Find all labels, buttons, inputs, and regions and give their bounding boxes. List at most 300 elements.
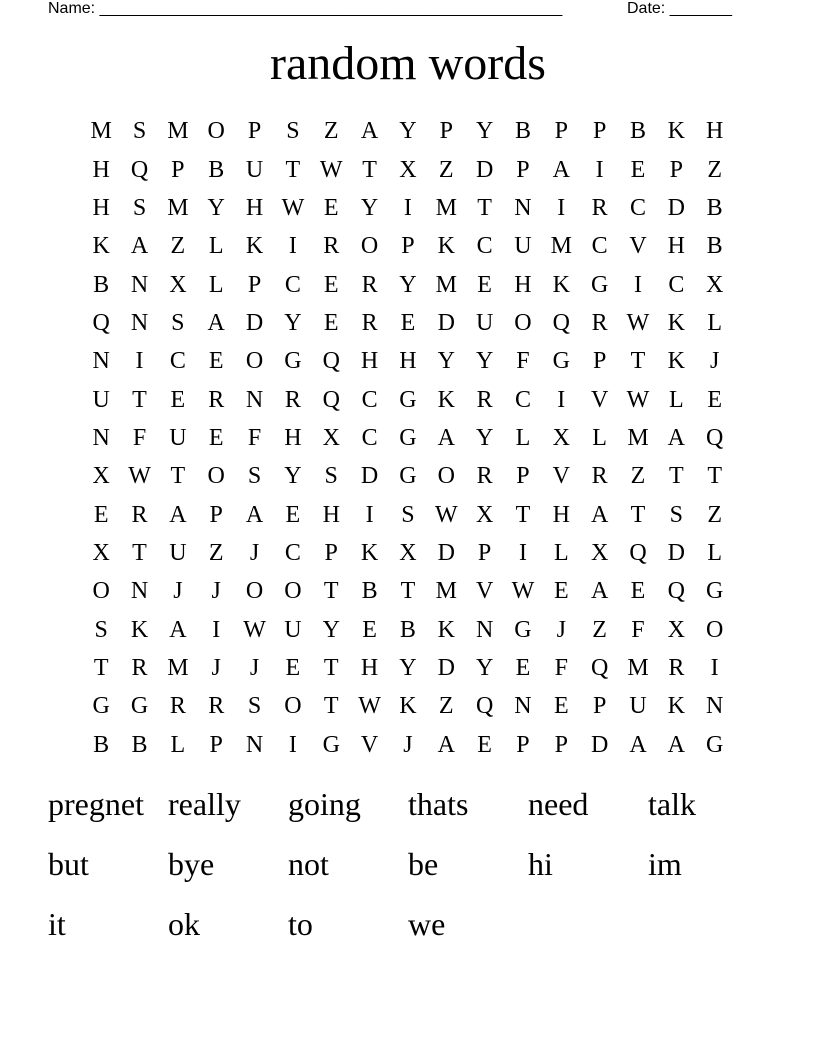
grid-cell: S — [324, 463, 338, 490]
grid-cell: B — [399, 616, 416, 643]
grid-cell: S — [171, 309, 185, 336]
grid-cell: O — [706, 616, 724, 643]
grid-cell: L — [208, 271, 224, 298]
grid-cell: B — [706, 233, 723, 260]
grid-cell: Q — [629, 539, 647, 566]
grid-cell: L — [592, 424, 607, 451]
grid-cell: B — [629, 118, 646, 145]
grid-row — [82, 189, 734, 227]
grid-cell: G — [552, 348, 570, 375]
word-list-item: hi — [528, 846, 553, 882]
grid-cell: P — [554, 118, 568, 145]
grid-cell: Z — [438, 693, 454, 720]
grid-cell: D — [475, 156, 494, 183]
grid-cell: O — [245, 578, 264, 605]
grid-cell: O — [284, 578, 302, 605]
grid-cell: I — [518, 539, 527, 566]
grid-cell: A — [552, 156, 570, 183]
grid-cell: A — [667, 424, 685, 451]
grid-cell: M — [435, 271, 457, 298]
grid-cell: Q — [322, 386, 340, 413]
grid-row — [82, 572, 734, 610]
word-list-item: ok — [168, 906, 200, 942]
grid-cell: R — [169, 693, 186, 720]
grid-cell: O — [207, 118, 225, 145]
grid-cell: Z — [592, 616, 607, 643]
grid-cell: P — [247, 271, 262, 298]
grid-row — [82, 495, 734, 533]
grid-cell: R — [208, 693, 225, 720]
word-list-item: it — [48, 906, 66, 942]
grid-cell: S — [286, 118, 300, 145]
grid-cell: Q — [552, 309, 570, 336]
grid-cell: W — [434, 501, 458, 528]
grid-cell: Y — [360, 194, 379, 221]
grid-cell: V — [590, 386, 609, 413]
grid-cell: N — [514, 693, 532, 720]
name-field-label: Name: ____________________________________________________ — [48, 0, 563, 17]
grid-cell: V — [360, 731, 379, 758]
grid-cell: K — [360, 539, 379, 566]
grid-cell: G — [706, 731, 724, 758]
grid-cell: G — [590, 271, 609, 298]
grid-cell: T — [132, 386, 147, 413]
grid-cell: N — [92, 348, 110, 375]
grid-cell: L — [707, 309, 722, 336]
grid-cell: I — [288, 731, 297, 758]
grid-cell: H — [667, 233, 685, 260]
grid-cell: H — [245, 194, 264, 221]
grid-cell: E — [553, 693, 569, 720]
grid-cell: P — [592, 118, 607, 145]
grid-cell: Q — [130, 156, 149, 183]
grid-cell: H — [92, 194, 110, 221]
grid-cell: E — [400, 309, 416, 336]
puzzle-title: random words — [270, 37, 546, 90]
grid-cell: V — [629, 233, 647, 260]
grid-cell: W — [626, 386, 650, 413]
grid-cell: N — [245, 386, 264, 413]
word-list-item: be — [408, 846, 439, 882]
grid-cell: N — [475, 616, 494, 643]
grid-cell: M — [167, 194, 189, 221]
grid-cell: P — [592, 348, 607, 375]
word-list-item: im — [648, 846, 682, 882]
grid-cell: P — [247, 118, 262, 145]
grid-cell: Y — [475, 118, 494, 145]
word-list-item: bye — [168, 846, 215, 882]
grid-cell: F — [132, 424, 147, 451]
grid-cell: W — [243, 616, 266, 643]
grid-cell: O — [92, 578, 110, 605]
grid-cell: X — [667, 616, 685, 643]
grid-cell: T — [132, 539, 147, 566]
grid-cell: B — [131, 731, 148, 758]
grid-cell: O — [514, 309, 532, 336]
grid-cell: B — [93, 731, 110, 758]
grid-row — [82, 342, 734, 380]
grid-cell: N — [514, 194, 532, 221]
grid-cell: Y — [284, 309, 302, 336]
grid-cell: R — [476, 463, 493, 490]
grid-cell: X — [399, 156, 417, 183]
grid-cell: B — [706, 194, 723, 221]
grid-cell: T — [323, 578, 339, 605]
grid-cell: J — [211, 654, 221, 681]
grid-cell: F — [247, 424, 262, 451]
grid-cell: S — [247, 693, 262, 720]
grid-cell: V — [475, 578, 494, 605]
grid-cell: Y — [399, 654, 417, 681]
grid-cell: H — [322, 501, 340, 528]
grid-cell: X — [399, 539, 417, 566]
grid-cell: T — [170, 463, 186, 490]
grid-cell: B — [93, 271, 110, 298]
grid-cell: N — [130, 309, 149, 336]
grid-cell: K — [130, 616, 149, 643]
grid-cell: Q — [475, 693, 494, 720]
grid-cell: A — [207, 309, 225, 336]
grid-cell: Q — [590, 654, 609, 681]
grid-cell: T — [630, 501, 646, 528]
grid-cell: E — [553, 578, 569, 605]
grid-cell: C — [284, 539, 301, 566]
grid-cell: A — [437, 424, 455, 451]
grid-cell: H — [92, 156, 110, 183]
grid-cell: P — [477, 539, 492, 566]
grid-cell: G — [130, 693, 149, 720]
grid-cell: Y — [475, 654, 494, 681]
grid-cell: G — [514, 616, 532, 643]
grid-cell: C — [629, 194, 646, 221]
grid-cell: T — [668, 463, 684, 490]
grid-cell: K — [399, 693, 417, 720]
grid-cell: Z — [323, 118, 339, 145]
grid-cell: O — [360, 233, 379, 260]
grid-cell: S — [247, 463, 262, 490]
word-list-item: need — [528, 786, 589, 822]
grid-cell: E — [285, 501, 301, 528]
grid-cell: X — [92, 463, 110, 490]
grid-cell: E — [630, 578, 646, 605]
grid-cell: W — [626, 309, 650, 336]
grid-cell: G — [284, 348, 302, 375]
grid-cell: F — [631, 616, 645, 643]
grid-cell: T — [515, 501, 531, 528]
grid-cell: G — [399, 386, 417, 413]
grid-cell: E — [707, 386, 722, 413]
grid-cell: P — [324, 539, 338, 566]
grid-cell: X — [552, 424, 570, 451]
grid-cell: X — [706, 271, 724, 298]
grid-cell: Y — [399, 271, 417, 298]
grid-cell: E — [477, 731, 492, 758]
grid-cell: Q — [92, 309, 110, 336]
grid-cell: T — [93, 654, 109, 681]
grid-cell: I — [288, 233, 297, 260]
grid-cell: M — [90, 118, 112, 145]
grid-cell: R — [361, 309, 378, 336]
grid-cell: H — [399, 348, 417, 375]
grid-cell: B — [514, 118, 531, 145]
grid-cell: E — [515, 654, 531, 681]
grid-cell: N — [92, 424, 110, 451]
grid-cell: Y — [284, 463, 302, 490]
grid-cell: R — [591, 194, 608, 221]
grid-cell: I — [212, 616, 221, 643]
grid-cell: I — [135, 348, 144, 375]
grid-cell: D — [245, 309, 264, 336]
grid-cell: Q — [322, 348, 340, 375]
grid-cell: L — [553, 539, 569, 566]
grid-cell: G — [322, 731, 340, 758]
grid-cell: W — [281, 194, 305, 221]
word-list-item: not — [288, 846, 329, 882]
grid-cell: U — [169, 424, 187, 451]
grid-cell: A — [245, 501, 264, 528]
grid-cell: C — [361, 424, 378, 451]
grid-cell: O — [245, 348, 264, 375]
grid-cell: U — [169, 539, 187, 566]
grid-row — [82, 304, 734, 342]
grid-cell: W — [128, 463, 151, 490]
grid-cell: O — [207, 463, 225, 490]
grid-cell: D — [437, 654, 455, 681]
grid-cell: F — [554, 654, 568, 681]
grid-cell: H — [360, 654, 379, 681]
grid-cell: A — [130, 233, 149, 260]
grid-cell: P — [171, 156, 185, 183]
grid-cell: G — [399, 463, 417, 490]
grid-cell: K — [437, 233, 455, 260]
word-list-item: thats — [408, 786, 469, 822]
grid-cell: S — [669, 501, 683, 528]
grid-cell: J — [710, 348, 720, 375]
grid-cell: Z — [208, 539, 224, 566]
grid-cell: D — [360, 463, 379, 490]
grid-cell: M — [167, 654, 189, 681]
grid-cell: L — [208, 233, 224, 260]
grid-row — [82, 380, 734, 418]
grid-cell: X — [92, 539, 110, 566]
grid-cell: E — [323, 194, 339, 221]
date-field-label: Date: _______ — [627, 0, 732, 17]
grid-cell: L — [170, 731, 186, 758]
grid-cell: I — [403, 194, 412, 221]
grid-cell: T — [285, 156, 301, 183]
grid-cell: Z — [438, 156, 454, 183]
grid-cell: E — [477, 271, 492, 298]
grid-cell: B — [208, 156, 225, 183]
grid-cell: X — [169, 271, 187, 298]
grid-row — [82, 419, 734, 457]
grid-cell: P — [516, 156, 530, 183]
grid-cell: E — [323, 271, 339, 298]
grid-cell: A — [667, 731, 685, 758]
grid-cell: U — [92, 386, 110, 413]
grid-cell: E — [362, 616, 377, 643]
grid-cell: U — [284, 616, 302, 643]
grid-cell: M — [627, 424, 649, 451]
grid-cell: Q — [706, 424, 724, 451]
word-list-item: pregnet — [48, 786, 144, 822]
grid-cell: Y — [399, 118, 417, 145]
grid-cell: P — [439, 118, 453, 145]
grid-cell: H — [284, 424, 302, 451]
grid-cell: X — [590, 539, 609, 566]
grid-cell: O — [437, 463, 455, 490]
grid-cell: A — [360, 118, 379, 145]
grid-cell: E — [208, 348, 224, 375]
grid-cell: M — [167, 118, 189, 145]
grid-row — [82, 227, 734, 265]
grid-cell: I — [710, 654, 719, 681]
grid-cell: C — [284, 271, 301, 298]
grid-cell: Y — [437, 348, 455, 375]
grid-cell: X — [322, 424, 340, 451]
grid-cell: W — [511, 578, 535, 605]
grid-cell: V — [552, 463, 570, 490]
grid-cell: A — [629, 731, 647, 758]
grid-cell: S — [94, 616, 108, 643]
grid-cell: K — [667, 348, 685, 375]
grid-cell: S — [132, 194, 147, 221]
grid-cell: J — [249, 654, 260, 681]
word-list-item: we — [408, 906, 446, 942]
grid-cell: M — [435, 194, 457, 221]
letter-grid — [82, 112, 734, 764]
grid-cell: N — [706, 693, 724, 720]
grid-cell: T — [362, 156, 377, 183]
grid-cell: O — [284, 693, 302, 720]
grid-cell: J — [173, 578, 183, 605]
grid-cell: B — [361, 578, 378, 605]
grid-cell: Z — [170, 233, 186, 260]
grid-cell: D — [667, 194, 685, 221]
grid-cell: U — [514, 233, 532, 260]
grid-cell: Y — [475, 348, 494, 375]
word-list-item: but — [48, 846, 89, 882]
grid-row — [82, 457, 734, 495]
grid-cell: T — [323, 654, 339, 681]
grid-cell: M — [550, 233, 572, 260]
grid-cell: G — [399, 424, 417, 451]
word-list — [48, 780, 768, 960]
grid-cell: I — [557, 386, 566, 413]
grid-cell: T — [630, 348, 646, 375]
grid-cell: C — [514, 386, 531, 413]
grid-cell: K — [437, 616, 455, 643]
grid-row — [82, 610, 734, 648]
grid-cell: G — [706, 578, 724, 605]
grid-cell: R — [591, 463, 608, 490]
grid-cell: J — [249, 539, 260, 566]
grid-cell: C — [591, 233, 608, 260]
grid-cell: N — [245, 731, 264, 758]
grid-cell: U — [245, 156, 264, 183]
grid-cell: P — [669, 156, 683, 183]
grid-cell: Z — [707, 501, 722, 528]
grid-cell: E — [170, 386, 186, 413]
grid-cell: H — [514, 271, 532, 298]
grid-cell: M — [627, 654, 649, 681]
grid-cell: M — [435, 578, 457, 605]
grid-cell: N — [130, 578, 149, 605]
grid-cell: U — [475, 309, 494, 336]
grid-cell: A — [169, 616, 187, 643]
grid-cell: J — [403, 731, 413, 758]
grid-cell: I — [365, 501, 374, 528]
grid-cell: Y — [475, 424, 494, 451]
grid-cell: S — [401, 501, 415, 528]
grid-row — [82, 150, 734, 188]
grid-row — [82, 649, 734, 687]
grid-cell: P — [209, 501, 223, 528]
grid-cell: K — [552, 271, 570, 298]
grid-cell: I — [633, 271, 642, 298]
grid-row — [82, 265, 734, 303]
grid-cell: K — [92, 233, 110, 260]
grid-cell: E — [285, 654, 301, 681]
grid-cell: P — [516, 731, 530, 758]
grid-cell: X — [475, 501, 494, 528]
grid-cell: F — [516, 348, 530, 375]
grid-cell: D — [667, 539, 685, 566]
grid-row — [82, 687, 734, 725]
grid-cell: T — [400, 578, 416, 605]
grid-cell: K — [667, 693, 685, 720]
grid-cell: R — [361, 271, 378, 298]
word-list-item: going — [288, 786, 361, 822]
grid-cell: R — [208, 386, 225, 413]
grid-cell: P — [592, 693, 607, 720]
grid-cell: A — [590, 501, 609, 528]
grid-cell: P — [554, 731, 568, 758]
grid-cell: P — [209, 731, 223, 758]
grid-cell: R — [284, 386, 301, 413]
grid-cell: N — [130, 271, 149, 298]
grid-cell: E — [630, 156, 646, 183]
grid-cell: J — [556, 616, 566, 643]
grid-cell: K — [667, 309, 685, 336]
grid-row — [82, 112, 734, 150]
grid-cell: T — [477, 194, 492, 221]
grid-cell: S — [132, 118, 147, 145]
grid-cell: H — [360, 348, 379, 375]
grid-cell: K — [437, 386, 455, 413]
grid-cell: Z — [630, 463, 646, 490]
grid-cell: H — [706, 118, 724, 145]
grid-cell: I — [557, 194, 566, 221]
grid-cell: C — [476, 233, 493, 260]
word-list-item: really — [168, 786, 241, 822]
grid-cell: Q — [667, 578, 685, 605]
grid-cell: C — [169, 348, 186, 375]
grid-cell: U — [629, 693, 647, 720]
grid-cell: C — [361, 386, 378, 413]
grid-cell: I — [595, 156, 604, 183]
grid-cell: L — [515, 424, 531, 451]
word-list-item: to — [288, 906, 313, 942]
grid-cell: A — [169, 501, 187, 528]
grid-cell: D — [590, 731, 609, 758]
grid-cell: R — [131, 501, 148, 528]
grid-cell: K — [245, 233, 264, 260]
grid-cell: G — [92, 693, 110, 720]
grid-cell: W — [319, 156, 343, 183]
grid-cell: J — [211, 578, 221, 605]
grid-cell: Y — [322, 616, 340, 643]
